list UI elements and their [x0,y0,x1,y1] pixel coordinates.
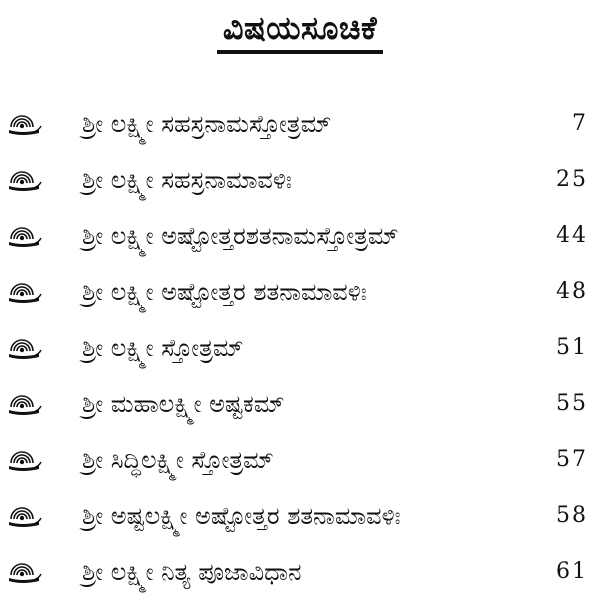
toc-entry-title: ಶ್ರೀ ಲಕ್ಷ್ಮೀ ಸಹಸ್ರನಾಮಸ್ತೋತ್ರಮ್ [82,110,332,138]
toc-entry [0,96,600,152]
ornamental-bullet-icon [8,277,42,307]
ornamental-bullet-graphic [8,333,42,363]
ornamental-bullet-graphic [8,389,42,419]
ornamental-bullet-icon [8,333,42,363]
toc-entry [0,432,600,488]
ornamental-bullet-graphic [8,445,42,475]
ornamental-bullet-icon [8,557,42,587]
toc-entry-page-number: 58 [556,503,588,528]
toc-entry [0,320,600,376]
toc-entry-page-number: 57 [556,447,588,472]
toc-entry-title: ಶ್ರೀ ಅಷ್ಟಲಕ್ಷ್ಮೀ ಅಷ್ಟೋತ್ತರ ಶತನಾಮಾವಳಿಃ [82,502,401,530]
toc-entry-title: ಶ್ರೀ ಲಕ್ಷ್ಮೀ ಸಹಸ್ರನಾಮಾವಳಿಃ [82,166,292,194]
toc-entry [0,488,600,544]
ornamental-bullet-icon [8,389,42,419]
toc-entry [0,264,600,320]
toc-entry-page-number: 51 [556,335,588,360]
toc-entry-page-number: 44 [556,223,588,248]
ornamental-bullet-graphic [8,221,42,251]
ornamental-bullet-graphic [8,501,42,531]
toc-entry-page-number: 61 [556,559,588,584]
toc-entry [0,544,600,600]
toc-entry-page-number: 55 [556,391,588,416]
ornamental-bullet-graphic [8,277,42,307]
toc-entry [0,376,600,432]
toc-entry [0,208,600,264]
ornamental-bullet-icon [8,445,42,475]
toc-entry-page-number: 48 [556,279,588,304]
page-title: ವಿಷಯಸೂಚಿಕೆ [217,8,383,54]
heading-block [0,8,600,54]
toc-entry-page-number: 25 [556,167,588,192]
ornamental-bullet-graphic [8,557,42,587]
toc-entry-title: ಶ್ರೀ ಲಕ್ಷ್ಮೀ ನಿತ್ಯ ಪೂಜಾವಿಧಾನ [82,558,302,586]
ornamental-bullet-icon [8,165,42,195]
toc-entry-title: ಶ್ರೀ ಸಿದ್ಧಿಲಕ್ಷ್ಮೀ ಸ್ತೋತ್ರಮ್ [82,446,274,474]
ornamental-bullet-graphic [8,109,42,139]
toc-entry-page-number: 7 [572,111,588,136]
toc-entry [0,152,600,208]
ornamental-bullet-icon [8,109,42,139]
ornamental-bullet-icon [8,221,42,251]
ornamental-bullet-graphic [8,165,42,195]
toc-entry-title: ಶ್ರೀ ಮಹಾಲಕ್ಷ್ಮೀ ಅಷ್ಟಕಮ್ [82,390,285,418]
toc-entry-title: ಶ್ರೀ ಲಕ್ಷ್ಮೀ ಸ್ತೋತ್ರಮ್ [82,334,244,362]
toc-entry-title: ಶ್ರೀ ಲಕ್ಷ್ಮೀ ಅಷ್ಟೋತ್ತರಶತನಾಮಸ್ತೋತ್ರಮ್ [82,222,399,250]
ornamental-bullet-icon [8,501,42,531]
toc-list [0,96,600,600]
toc-entry-title: ಶ್ರೀ ಲಕ್ಷ್ಮೀ ಅಷ್ಟೋತ್ತರ ಶತನಾಮಾವಳಿಃ [82,278,367,306]
